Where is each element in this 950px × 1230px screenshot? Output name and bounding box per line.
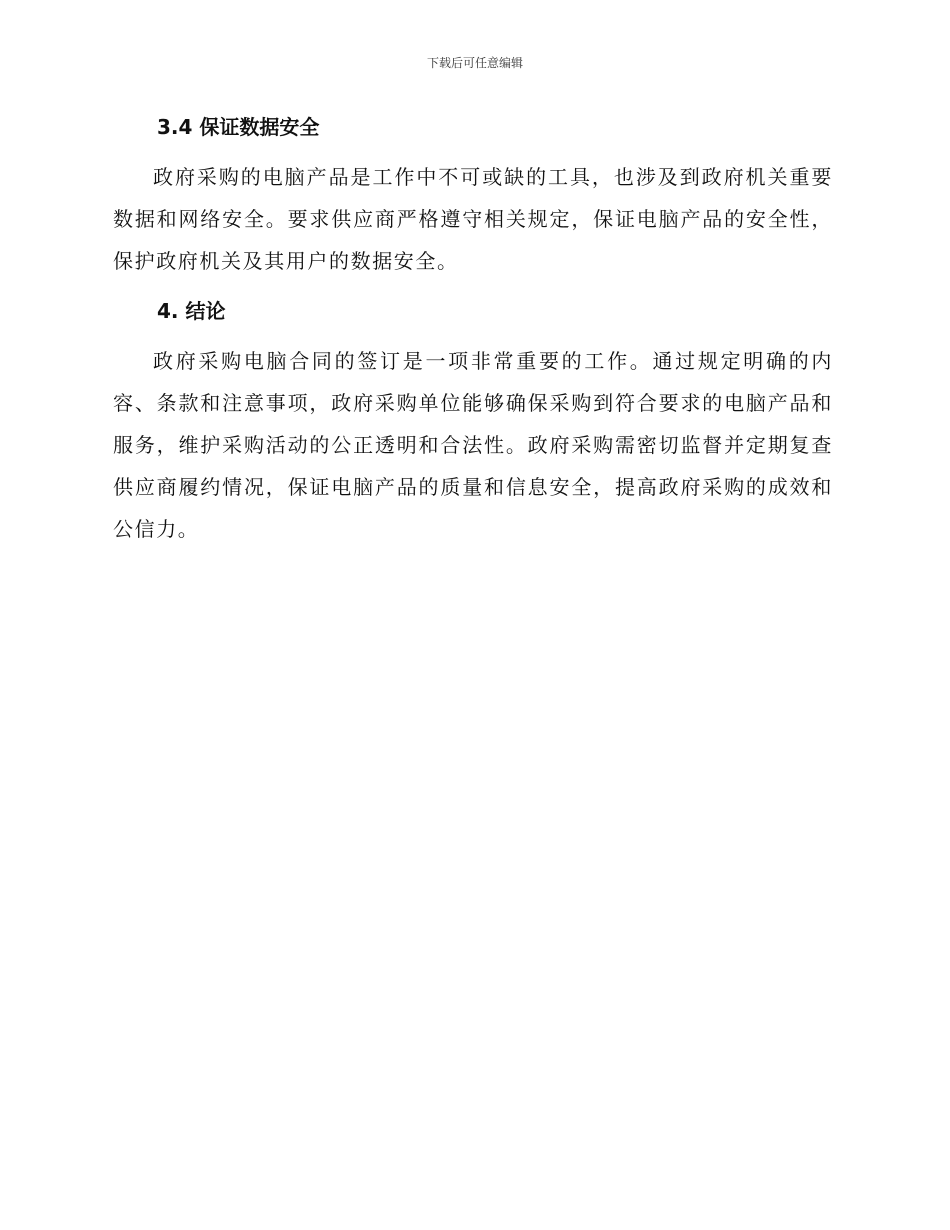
section-heading-data-security: 3.4 保证数据安全 [157,115,320,139]
document-body [113,110,833,550]
section-paragraph-conclusion: 政府采购电脑合同的签订是一项非常重要的工作。通过规定明确的内容、条款和注意事项，政府采购单位能够确保采购到符合要求的电脑产品和服务，维护采购活动的公正透明和合法性。政府采购需密切监督并定期复查供应商履约情况，保证电脑产品的质量和信息安全，提高政府采购的成效和公信力。 [113,349,833,541]
page-header-note: 下载后可任意编辑 [426,56,523,70]
section-heading-conclusion: 4. 结论 [157,299,226,323]
section-paragraph-data-security: 政府采购的电脑产品是工作中不可或缺的工具，也涉及到政府机关重要数据和网络安全。要求供应商严格遵守相关规定，保证电脑产品的安全性，保护政府机关及其用户的数据安全。 [113,165,833,273]
